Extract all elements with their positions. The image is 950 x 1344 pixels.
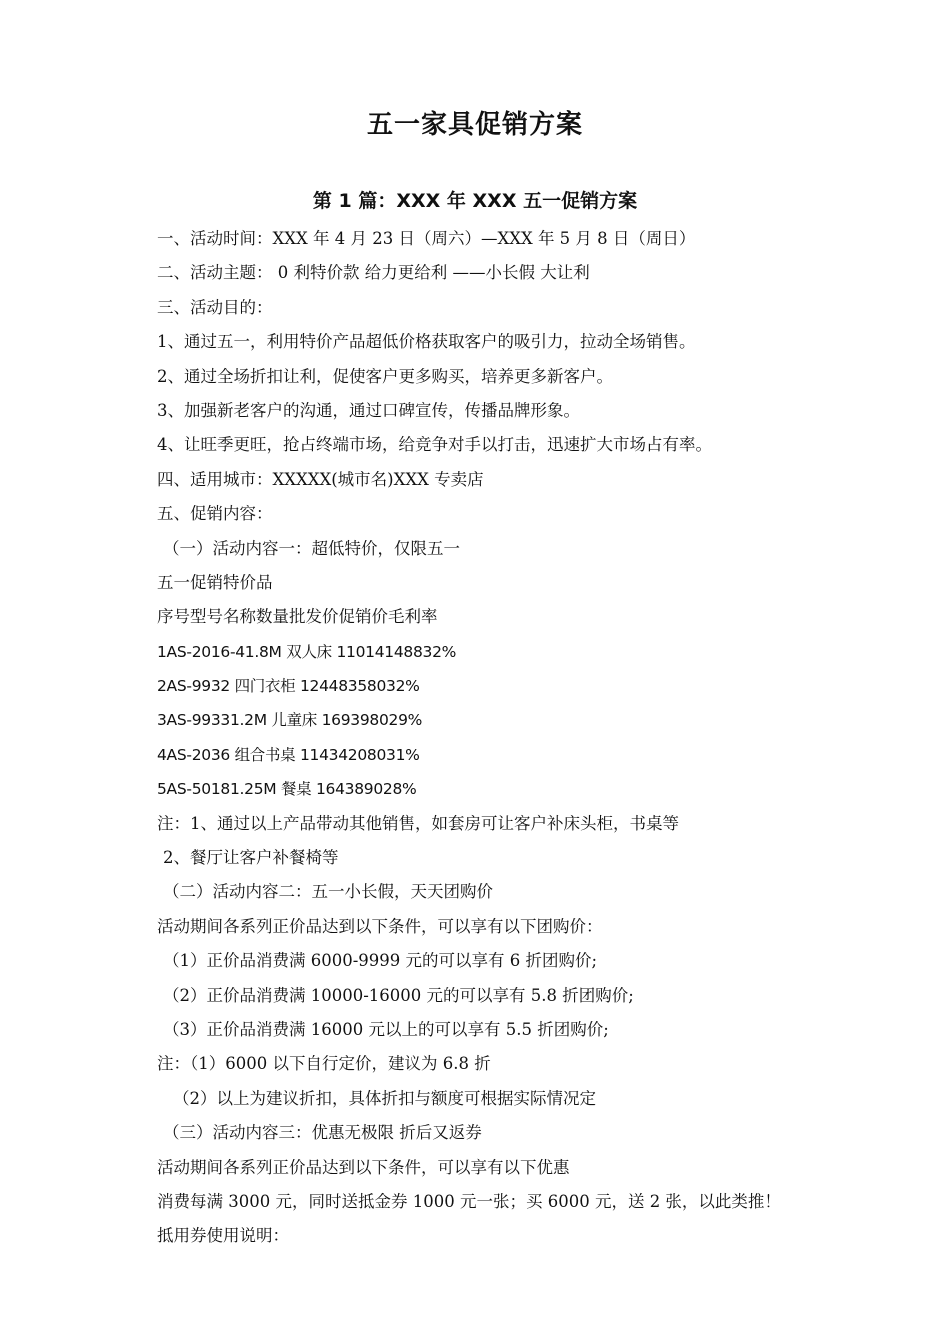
paragraph-group-buy-note-1: 注：（1）6000 以下自行定价，建议为 6.8 折 <box>157 1054 491 1074</box>
paragraph-group-buy-tier-3: （3）正价品消费满 16000 元以上的可以享有 5.5 折团购价; <box>163 1019 609 1039</box>
paragraph-group-buy-tier-1: （1）正价品消费满 6000-9999 元的可以享有 6 折团购价; <box>163 951 598 971</box>
paragraph-item-2: 2AS-9932 四门衣柜 12448358032% <box>157 677 420 696</box>
paragraph-group-buy-note-2: （2）以上为建议折扣，具体折扣与额度可根据实际情况定 <box>173 1088 596 1108</box>
paragraph-content-three-heading: （三）活动内容三：优惠无极限 折后又返券 <box>163 1123 482 1143</box>
paragraph-item-4: 4AS-2036 组合书桌 11434208031% <box>157 745 420 764</box>
paragraph-content-two-heading: （二）活动内容二：五一小长假，天天团购价 <box>163 882 493 902</box>
paragraph-group-buy-tier-2: （2）正价品消费满 10000-16000 元的可以享有 5.8 折团购价; <box>163 985 634 1005</box>
paragraph-note-2: 2、餐厅让客户补餐椅等 <box>163 848 339 868</box>
paragraph-special-items-heading: 五一促销特价品 <box>157 572 273 592</box>
paragraph-group-buy-conditions: 活动期间各系列正价品达到以下条件，可以享有以下团购价： <box>157 916 603 936</box>
paragraph-purpose-4: 4、让旺季更旺，抢占终端市场，给竞争对手以打击，迅速扩大市场占有率。 <box>157 435 712 455</box>
section-title: 第 1 篇：XXX 年 XXX 五一促销方案 <box>312 190 638 212</box>
paragraph-note-1: 注：1、通过以上产品带动其他销售，如套房可让客户补床头柜，书桌等 <box>157 813 679 833</box>
paragraph-purpose-2: 2、通过全场折扣让利，促使客户更多购买，培养更多新客户。 <box>157 366 613 386</box>
paragraph-activity-theme: 二、活动主题： 0 利特价款 给力更给利 ——小长假 大让利 <box>157 263 590 283</box>
paragraph-promotion-content-heading: 五、促销内容： <box>157 504 273 524</box>
document-title: 五一家具促销方案 <box>366 110 583 140</box>
paragraph-applicable-city: 四、适用城市：XXXXX(城市名)XXX 专卖店 <box>157 469 484 489</box>
paragraph-purpose-3: 3、加强新老客户的沟通，通过口碑宣传，传播品牌形象。 <box>157 400 580 420</box>
paragraph-purpose-1: 1、通过五一，利用特价产品超低价格获取客户的吸引力，拉动全场销售。 <box>157 332 696 352</box>
document-body <box>157 226 857 1258</box>
paragraph-item-5: 5AS-50181.25M 餐桌 164389028% <box>157 780 417 799</box>
paragraph-item-3: 3AS-99331.2M 儿童床 169398029% <box>157 711 423 730</box>
paragraph-coupon-usage-heading: 抵用券使用说明： <box>157 1226 289 1246</box>
paragraph-table-header: 序号型号名称数量批发价促销价毛利率 <box>157 607 438 627</box>
paragraph-coupon-conditions: 活动期间各系列正价品达到以下条件，可以享有以下优惠 <box>157 1157 570 1177</box>
paragraph-content-one-heading: （一）活动内容一：超低特价，仅限五一 <box>163 538 460 558</box>
paragraph-activity-time: 一、活动时间：XXX 年 4 月 23 日（周六）—XXX 年 5 月 8 日（周日） <box>157 229 696 248</box>
paragraph-activity-purpose-heading: 三、活动目的： <box>157 297 273 317</box>
paragraph-coupon-rule: 消费每满 3000 元，同时送抵金券 1000 元一张；买 6000 元，送 2 张，以此类推！ <box>157 1191 781 1211</box>
paragraph-item-1: 1AS-2016-41.8M 双人床 11014148832% <box>157 642 457 661</box>
